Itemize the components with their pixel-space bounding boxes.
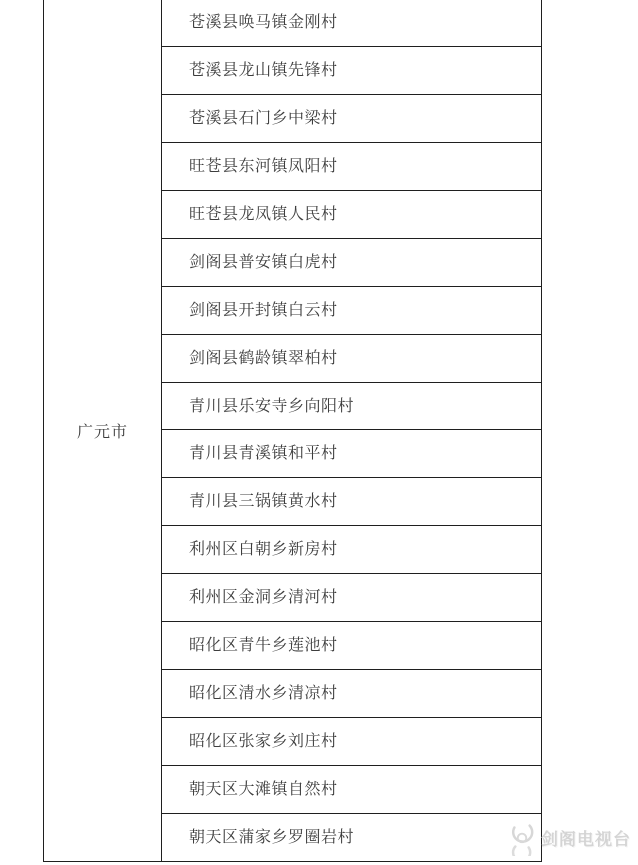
table-row [162, 143, 541, 191]
table-row [162, 574, 541, 622]
table-row [162, 95, 541, 143]
table-row [162, 191, 541, 239]
watermark-label: 剑阁电视台 [541, 829, 631, 849]
village-name: 昭化区青牛乡莲池村 [189, 637, 338, 655]
table-row [162, 478, 541, 526]
table-row [162, 0, 541, 47]
table-row [162, 622, 541, 670]
village-name: 利州区白朝乡新房村 [189, 541, 338, 559]
table-row [162, 47, 541, 95]
village-name: 苍溪县石门乡中梁村 [189, 109, 338, 127]
table-row [162, 718, 541, 766]
village-name: 青川县三锅镇黄水村 [189, 493, 338, 511]
table-row [162, 670, 541, 718]
city-cell [44, 0, 162, 861]
city-name: 广元市 [76, 423, 128, 441]
table-row [162, 287, 541, 335]
table-row [162, 383, 541, 431]
table-row [162, 814, 541, 861]
village-name: 昭化区张家乡刘庄村 [189, 733, 338, 751]
village-name: 苍溪县龙山镇先锋村 [189, 61, 338, 79]
village-rows [162, 0, 541, 861]
village-name: 旺苍县龙凤镇人民村 [189, 205, 338, 223]
table-row [162, 335, 541, 383]
tv-station-logo-icon [503, 818, 541, 856]
table-row [162, 766, 541, 814]
village-name: 苍溪县唤马镇金刚村 [189, 14, 338, 31]
village-name: 朝天区大滩镇自然村 [189, 781, 338, 798]
village-name: 剑阁县鹤龄镇翠柏村 [189, 349, 338, 367]
village-table [43, 0, 542, 862]
table-row [162, 430, 541, 478]
watermark [503, 818, 631, 856]
village-name: 利州区金洞乡清河村 [189, 589, 338, 607]
village-name: 剑阁县普安镇白虎村 [189, 253, 338, 271]
village-name: 青川县青溪镇和平村 [189, 445, 338, 463]
village-name: 朝天区蒲家乡罗圈岩村 [189, 828, 355, 846]
village-name: 旺苍县东河镇凤阳村 [189, 157, 338, 175]
table-row [162, 239, 541, 287]
village-name: 昭化区清水乡清凉村 [189, 685, 338, 703]
table-row [162, 526, 541, 574]
village-name: 剑阁县开封镇白云村 [189, 301, 338, 319]
village-name: 青川县乐安寺乡向阳村 [189, 397, 355, 415]
